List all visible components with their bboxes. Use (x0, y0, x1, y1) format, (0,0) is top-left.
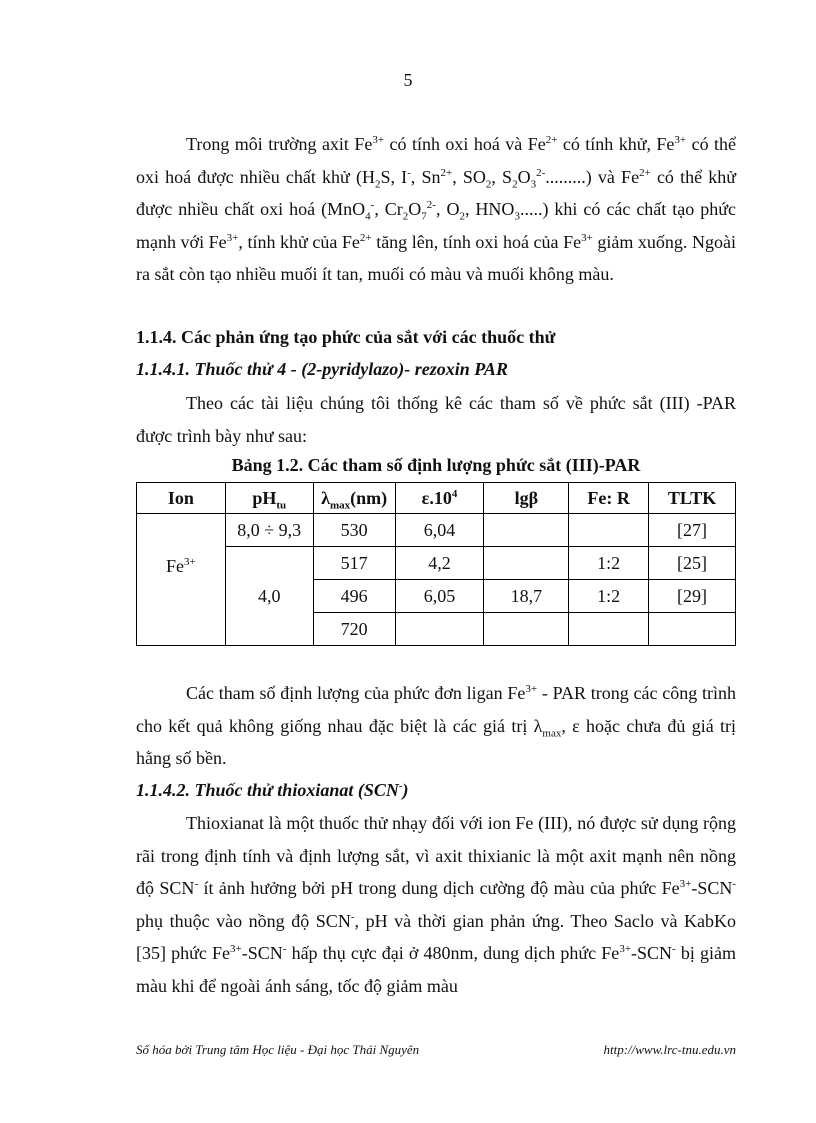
header-ph: $pH_{tu}$ (225, 483, 313, 514)
cell-ph: 8,0 ÷ 9,3 (225, 514, 313, 547)
footer-url: http://www.lrc-tnu.edu.vn (603, 1042, 736, 1057)
cell-lgbeta (484, 547, 569, 580)
page-footer (136, 1042, 736, 1058)
cell-tltk: [25] (649, 547, 736, 580)
cell-lambda: 496 (313, 580, 395, 613)
cell-fe-ratio: 1:2 (569, 547, 649, 580)
cell-lgbeta (484, 613, 569, 646)
cell-ph: 4,0 (225, 547, 313, 646)
cell-epsilon: 6,04 (395, 514, 484, 547)
table-header-row (137, 483, 736, 514)
cell-lambda: 530 (313, 514, 395, 547)
header-epsilon: $\varepsilon.10^4$ (395, 483, 484, 514)
table-row (137, 547, 736, 580)
footer-source: Số hóa bởi Trung tâm Học liệu - Đại học Thái Nguyên (136, 1042, 420, 1057)
cell-tltk: [29] (649, 580, 736, 613)
cell-ion-fe3: $Fe^{3+}$ (137, 514, 226, 646)
header-ion: Ion (137, 483, 226, 514)
par-parameters-table (136, 482, 736, 646)
paragraph-redox: Trong môi trường axit $Fe^{3+}$ có tính oxi hoá và $Fe^{2+}$ có tính khử, $Fe^{3+}$ có thể oxi hoá được nhiều chất khử ($H_2S$, I-, $Sn^{2+}$, $SO_2$, $S_2O_3^{2-}$.........) và $Fe^{2+}$ có thể khử được nhiều chất oxi hoá (MnO$_4$-, $Cr_2O_7^{2-}$, $O_2$, $HNO_3$.....) khi có các chất tạo phức mạnh với $Fe^{3+}$, tính khử của $Fe^{2+}$ tăng lên, tính oxi hoá của $Fe^{3+}$ giảm xuống. Ngoài ra sắt còn tạo nhiều muối ít tan, muối có màu và muối không màu. (136, 134, 737, 284)
cell-epsilon (395, 613, 484, 646)
cell-tltk (649, 613, 736, 646)
table-row (137, 514, 736, 547)
cell-epsilon: 4,2 (395, 547, 484, 580)
section-heading-complex-reactions: 1.1.4. Các phản ứng tạo phức của sắt với các thuốc thử (136, 327, 556, 347)
cell-epsilon: 6,05 (395, 580, 484, 613)
table-caption: Bảng 1.2. Các tham số định lượng phức sắt (III)-PAR (231, 455, 641, 475)
cell-tltk: [27] (649, 514, 736, 547)
section-heading-par-reagent: 1.1.4.1. Thuốc thử 4 - (2-pyridylazo)- rezoxin PAR (136, 359, 508, 379)
header-lambda-max: $\lambda_{max}(nm)$ (313, 483, 395, 514)
cell-lgbeta: 18,7 (484, 580, 569, 613)
page-number: 5 (403, 70, 413, 90)
cell-fe-ratio (569, 514, 649, 547)
header-tltk: TLTK (649, 483, 736, 514)
cell-lambda: 720 (313, 613, 395, 646)
cell-lambda: 517 (313, 547, 395, 580)
header-fe-ratio: Fe: R (569, 483, 649, 514)
paragraph-par-results: Các tham số định lượng của phức đơn ligan $Fe^{3+}$ - PAR trong các công trình cho kết quả không giống nhau đặc biệt là các giá trị $\lambda_{max}$, ε hoặc chưa đủ giá trị hằng số bền. (136, 683, 736, 768)
header-lgbeta: lgβ (484, 483, 569, 514)
cell-lgbeta (484, 514, 569, 547)
cell-fe-ratio (569, 613, 649, 646)
section-heading-thiocyanate: 1.1.4.2. Thuốc thử thioxianat (SCN-) (136, 780, 409, 800)
paragraph-thiocyanate: Thioxianat là một thuốc thử nhạy đối với ion Fe (III), nó được sử dụng rộng rãi trong định tính và định lượng sắt, vì axit thixianic là một axit mạnh nên nồng độ SCN- ít ảnh hưởng bởi pH trong dung dịch cường độ màu của phức $Fe^{3+}-SCN^-$ phụ thuộc vào nồng độ SCN-, pH và thời gian phản ứng. Theo Saclo và KabKo [35] phức $Fe^{3+}-SCN^-$ hấp thụ cực đại ở 480nm, dung dịch phức $Fe^{3+}-SCN^-$ bị giảm màu khi để ngoài ánh sáng, tốc độ giảm màu (136, 813, 737, 996)
cell-fe-ratio: 1:2 (569, 580, 649, 613)
paragraph-par-intro: Theo các tài liệu chúng tôi thống kê các tham số về phức sắt (III) -PAR được trình bày như sau: (136, 393, 736, 446)
